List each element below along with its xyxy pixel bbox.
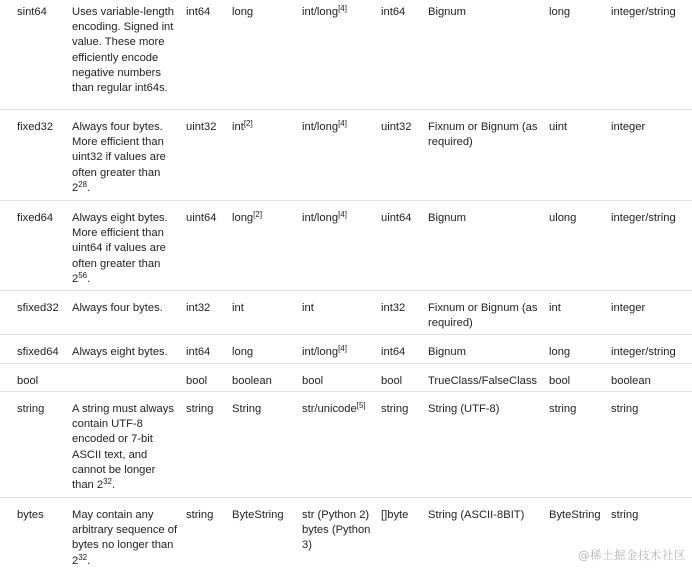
superscript: 32 (103, 477, 113, 487)
superscript: [4] (338, 210, 347, 219)
cell-text: bool (302, 375, 324, 387)
cell-text: int32 (186, 302, 211, 314)
cell-ruby-type (422, 291, 543, 335)
cell-text: TrueClass/FalseClass (428, 375, 538, 387)
cell-text: int (549, 302, 561, 314)
cell-java-type (226, 0, 296, 110)
cell-ruby-type (422, 364, 543, 392)
cell-text: long (232, 212, 254, 224)
cell-notes (66, 498, 180, 578)
cell-proto-type: sint64 (0, 0, 66, 110)
table-row (0, 110, 692, 201)
cell-java-type (226, 498, 296, 578)
cell-text: String (232, 403, 262, 415)
cell-text: string (549, 403, 577, 415)
cell-text: . (87, 181, 91, 194)
cell-php-type (605, 335, 692, 364)
cell-text: int (232, 121, 244, 133)
cell-notes (66, 392, 180, 498)
cell-ruby-type (422, 201, 543, 291)
cell-csharp-type (543, 364, 605, 392)
cell-text: ByteString (549, 509, 601, 521)
cell-proto-type: fixed32 (0, 110, 66, 201)
cell-text: int (232, 302, 244, 314)
cell-cpp-type (180, 291, 226, 335)
cell-text: Always four bytes. (72, 302, 163, 314)
cell-text: uint32 (381, 121, 412, 133)
cell-text: long (549, 6, 571, 18)
cell-text: String (ASCII-8BIT) (428, 509, 525, 521)
cell-php-type (605, 498, 692, 578)
cell-go-type (375, 291, 422, 335)
cell-csharp-type (543, 392, 605, 498)
cell-cpp-type (180, 0, 226, 110)
table-row (0, 0, 692, 110)
cell-csharp-type (543, 335, 605, 364)
superscript: 32 (78, 552, 88, 562)
cell-text: Bignum (428, 346, 466, 358)
cell-php-type (605, 110, 692, 201)
cell-text: integer (611, 121, 646, 133)
cell-cpp-type (180, 498, 226, 578)
cell-go-type (375, 335, 422, 364)
cell-proto-type: sfixed32 (0, 291, 66, 335)
cell-text: int/long (302, 6, 339, 18)
watermark: @稀土掘金技术社区 (578, 548, 686, 562)
cell-python-type (296, 392, 375, 498)
superscript: 28 (78, 179, 88, 189)
cell-csharp-type (543, 498, 605, 578)
cell-php-type (605, 364, 692, 392)
cell-go-type (375, 364, 422, 392)
table-row (0, 364, 692, 392)
cell-ruby-type (422, 110, 543, 201)
cell-text: int (302, 302, 314, 314)
cell-text: integer/string (611, 212, 676, 224)
cell-cpp-type (180, 201, 226, 291)
superscript: [2] (253, 210, 263, 219)
cell-cpp-type (180, 335, 226, 364)
cell-java-type (226, 291, 296, 335)
cell-go-type (375, 201, 422, 291)
cell-php-type (605, 392, 692, 498)
cell-text: []byte (381, 509, 409, 521)
cell-notes (66, 291, 180, 335)
cell-notes (66, 0, 180, 110)
cell-text: bool (549, 375, 571, 387)
cell-text: Bignum (428, 6, 466, 18)
cell-text: int/long (302, 346, 339, 358)
cell-cpp-type (180, 392, 226, 498)
cell-text: uint64 (186, 212, 217, 224)
cell-go-type (375, 392, 422, 498)
cell-text: string (611, 403, 639, 415)
cell-text: String (UTF-8) (428, 403, 500, 415)
cell-text: boolean (232, 375, 272, 387)
cell-notes (66, 335, 180, 364)
cell-csharp-type (543, 110, 605, 201)
cell-text: str/unicode (302, 403, 357, 415)
cell-csharp-type (543, 0, 605, 110)
superscript: [4] (338, 344, 347, 353)
superscript: [5] (356, 401, 366, 410)
cell-text: int32 (381, 302, 406, 314)
cell-php-type (605, 0, 692, 110)
cell-python-type (296, 335, 375, 364)
cell-ruby-type (422, 498, 543, 578)
cell-java-type (226, 201, 296, 291)
cell-text: boolean (611, 375, 651, 387)
cell-cpp-type (180, 364, 226, 392)
cell-proto-type: fixed64 (0, 201, 66, 291)
cell-text: . (87, 272, 91, 285)
table-row (0, 335, 692, 364)
cell-java-type (226, 110, 296, 201)
cell-go-type (375, 498, 422, 578)
cell-python-type (296, 110, 375, 201)
cell-text: int/long (302, 212, 339, 224)
cell-text: Fixnum or Bignum (as required) (428, 121, 538, 149)
cell-text: integer/string (611, 346, 676, 358)
cell-text: string (186, 509, 214, 521)
cell-text: ulong (549, 212, 577, 224)
cell-text: uint (549, 121, 568, 133)
cell-text: bool (186, 375, 208, 387)
table-row (0, 392, 692, 498)
cell-text: int64 (381, 6, 406, 18)
cell-text: long (549, 346, 571, 358)
table-row (0, 291, 692, 335)
cell-text: str (Python 2) bytes (Python 3) (302, 509, 371, 552)
cell-proto-type: bool (0, 364, 66, 392)
cell-text: uint32 (186, 121, 217, 133)
cell-text: string (611, 509, 639, 521)
cell-text: Always eight bytes. (72, 346, 168, 358)
cell-cpp-type (180, 110, 226, 201)
cell-notes (66, 110, 180, 201)
cell-text: long (232, 6, 254, 18)
cell-proto-type: sfixed64 (0, 335, 66, 364)
cell-text: long (232, 346, 254, 358)
cell-java-type (226, 364, 296, 392)
cell-text: Bignum (428, 212, 466, 224)
cell-text: Always eight bytes. More efficient than uint64 if values are often greater than 2 (72, 212, 168, 285)
cell-text: integer (611, 302, 646, 314)
cell-text: . (87, 554, 91, 567)
cell-text: string (186, 403, 214, 415)
cell-ruby-type (422, 0, 543, 110)
cell-python-type (296, 364, 375, 392)
cell-text: ByteString (232, 509, 284, 521)
cell-text: Uses variable-length encoding. Signed int value. These more efficiently encode negative numbers than regular int64s. (72, 6, 174, 95)
cell-text: . (112, 479, 116, 492)
cell-text: int/long (302, 121, 339, 133)
cell-java-type (226, 392, 296, 498)
cell-text: string (381, 403, 409, 415)
cell-proto-type: bytes (0, 498, 66, 578)
superscript: 56 (78, 270, 88, 280)
cell-text: int64 (381, 346, 406, 358)
cell-text: Fixnum or Bignum (as required) (428, 302, 538, 330)
cell-text: May contain any arbitrary sequence of bytes no longer than 2 (72, 509, 178, 567)
table-row (0, 498, 692, 578)
cell-python-type (296, 201, 375, 291)
cell-csharp-type (543, 201, 605, 291)
cell-text: A string must always contain UTF-8 encoded or 7-bit ASCII text, and cannot be longer than 2 (72, 403, 174, 492)
cell-text: int64 (186, 6, 211, 18)
cell-text: uint64 (381, 212, 412, 224)
cell-text: integer/string (611, 6, 676, 18)
cell-proto-type: string (0, 392, 66, 498)
cell-text: bool (381, 375, 403, 387)
cell-go-type (375, 0, 422, 110)
superscript: [4] (338, 119, 347, 128)
cell-ruby-type (422, 392, 543, 498)
cell-text: int64 (186, 346, 211, 358)
cell-python-type (296, 0, 375, 110)
cell-python-type (296, 291, 375, 335)
cell-text: Always four bytes. More efficient than uint32 if values are often greater than 2 (72, 121, 166, 194)
cell-php-type (605, 201, 692, 291)
cell-go-type (375, 110, 422, 201)
cell-ruby-type (422, 335, 543, 364)
cell-java-type (226, 335, 296, 364)
superscript: [2] (243, 119, 253, 128)
cell-php-type (605, 291, 692, 335)
cell-csharp-type (543, 291, 605, 335)
cell-notes (66, 201, 180, 291)
cell-notes (66, 364, 180, 392)
cell-python-type (296, 498, 375, 578)
table-row (0, 201, 692, 291)
superscript: [4] (338, 4, 347, 13)
